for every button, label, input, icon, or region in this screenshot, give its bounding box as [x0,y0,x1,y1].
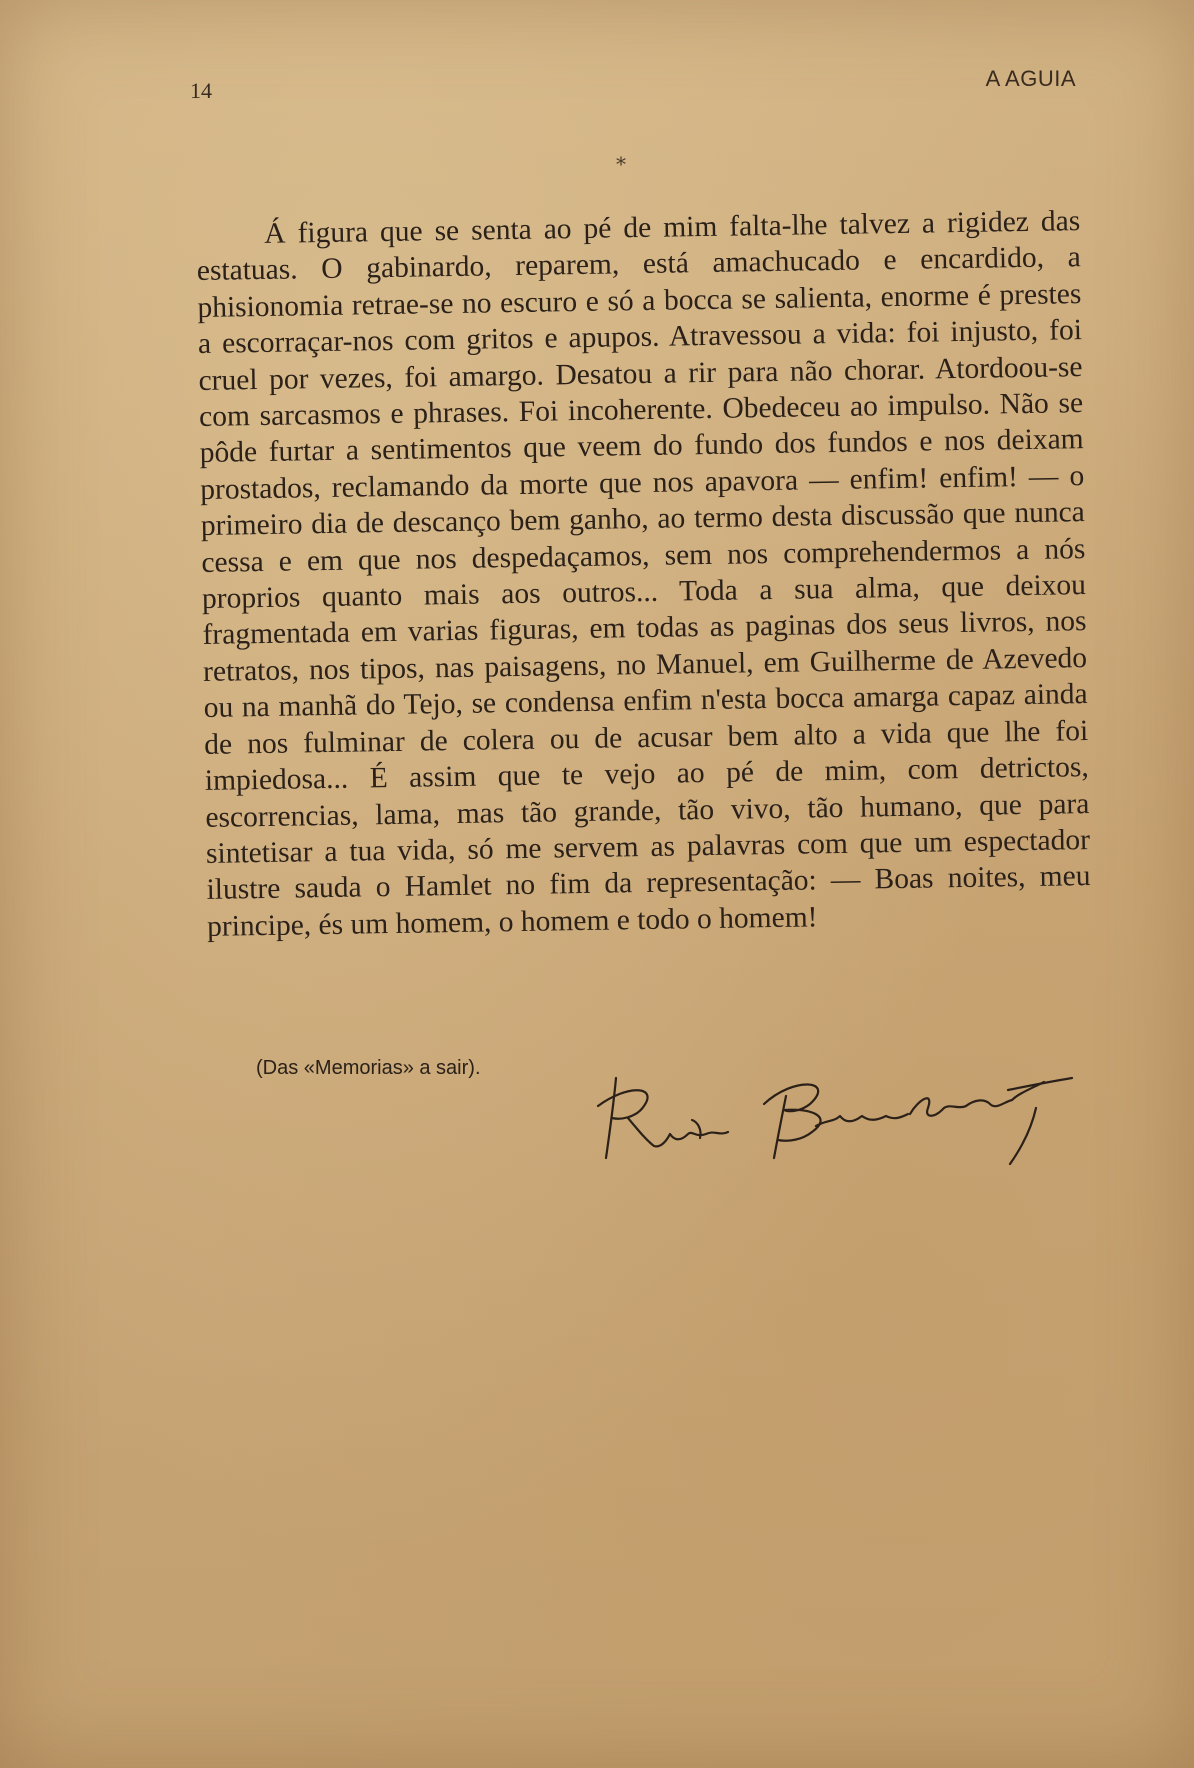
body-paragraph: Á figura que se senta ao pé de mim falta-lhe talvez a rigidez das estatuas. O gabinardo, reparem, está amachucado e encardido, a phisionomia retrae-se no escuro e só a bocca se salienta, enorme é prestes a escorraçar-nos com gritos e apupos. Atravessou a vida: foi injusto, foi cruel por vezes, foi amargo. Desatou a rir para não chorar. Atordoou-se com sarcasmos e phrases. Foi incoherente. Obedeceu ao impulso. Não se pôde furtar a sentimentos que veem do fundo dos fundos e nos deixam prostados, reclamando da morte que nos apavora — enfim! enfim! — o primeiro dia de descanço bem ganho, ao termo desta discussão que nunca cessa e em que nos despedaçamos, sem nos comprehendermos a nós proprios quanto mais aos outros... Toda a sua alma, que deixou fragmentada em varias figuras, em todas as paginas dos seus livros, nos retratos, nos tipos, nas paisagens, no Manuel, em Guilherme de Azevedo ou na manhã do Tejo, se condensa enfim n'esta bocca amarga capaz ainda de nos fulminar de colera ou de acusar bem alto a vida que lhe foi impiedosa... É assim que te vejo ao pé de mim, com detrictos, escorrencias, lama, mas tão grande, tão vivo, tão humano, que para sintetisar a tua vida, só me servem as palavras com que um espectador ilustre sauda o Hamlet no fim da representação: — Boas noites, meu principe, és um homem, o homem e todo o homem! [196,205,1091,943]
author-signature [588,1060,1088,1170]
section-mark: * [616,152,626,176]
body-text [196,203,1091,945]
source-note: (Das «Memorias» a sair). [256,1057,481,1079]
page-number: 14 [190,78,212,103]
running-head: A AGUIA [985,66,1076,91]
